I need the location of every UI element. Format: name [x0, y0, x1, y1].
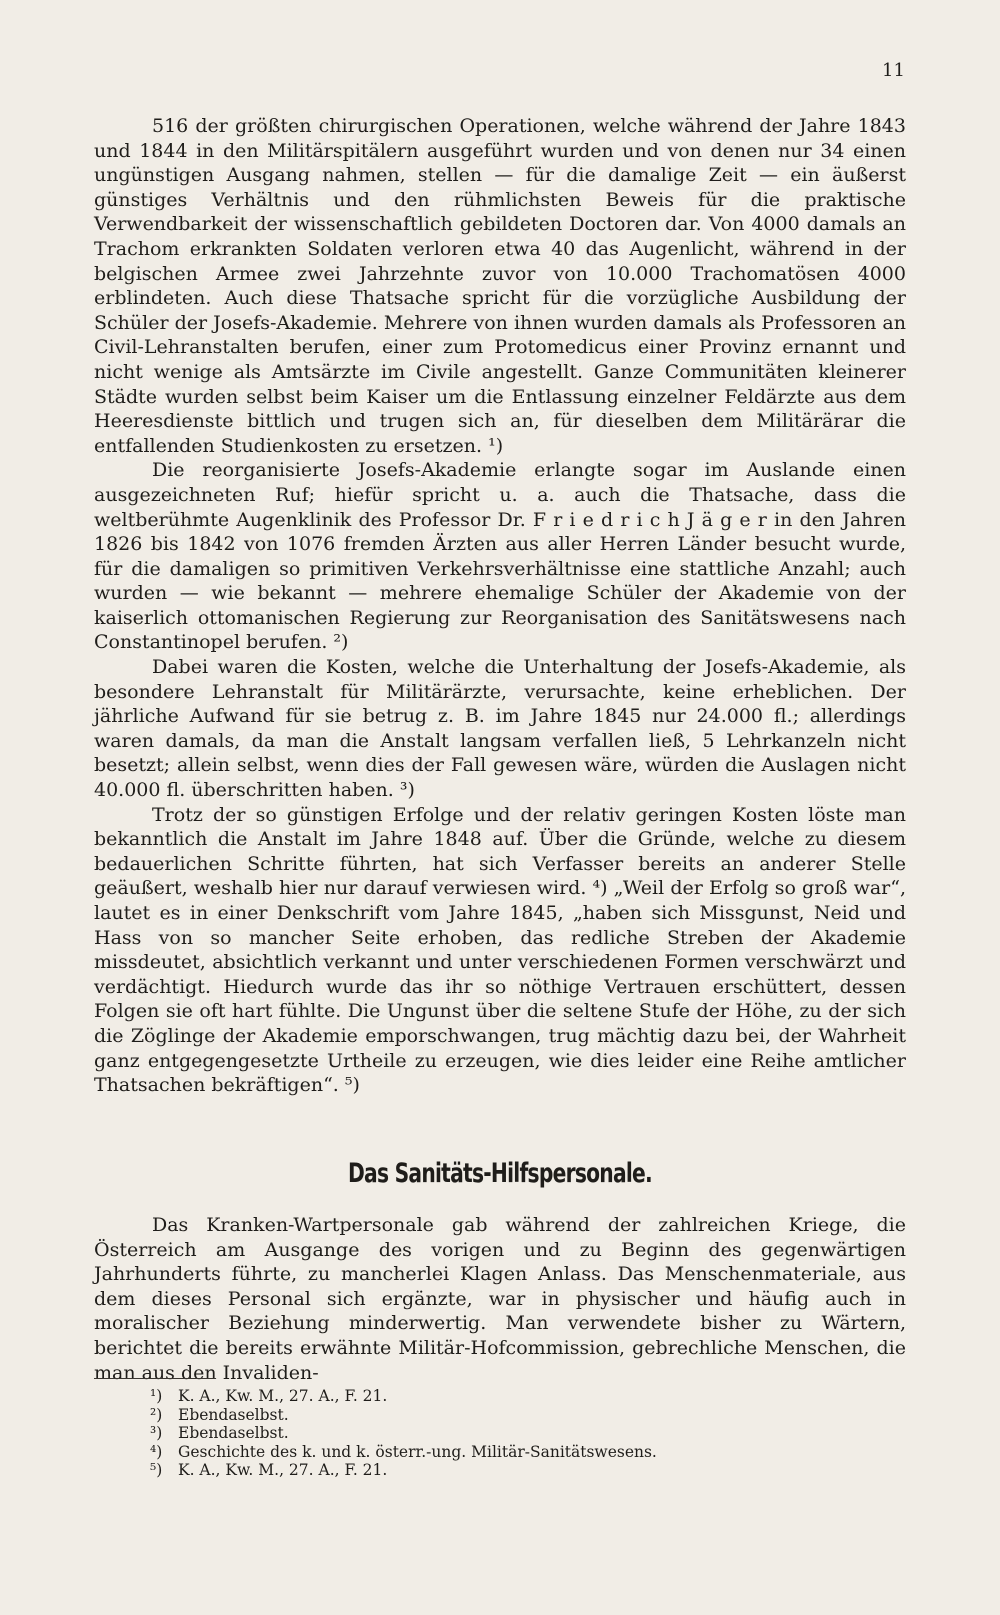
- paragraph-costs: Dabei waren die Kosten, welche die Unterhaltung der Josefs-Akademie, als besondere Lehranstalt für Militärärzte, verursachte, keine erheblichen. Der jährliche Aufwand für sie betrug z. B. im Jahre 1845 nur 24.000 fl.; allerdings waren damals, da man die Anstalt langsam verfallen ließ, 5 Lehrkanzeln nicht besetzt; allein selbst, wenn dies der Fall gewesen wäre, würden die Auslagen nicht 40.000 fl. überschritten haben. ³): [94, 656, 906, 802]
- footnote: [150, 1424, 850, 1443]
- footnote-text: K. A., Kw. M., 27. A., F. 21.: [178, 1461, 388, 1480]
- second-text-section: [94, 1213, 906, 1385]
- footnote-text: Geschichte des k. und k. österr.-ung. Militär-Sanitätswesens.: [178, 1442, 657, 1461]
- footnote-text: Ebendaselbst.: [178, 1424, 289, 1443]
- footnote: [150, 1406, 850, 1425]
- footnote: [150, 1387, 850, 1406]
- page-number: 11: [882, 60, 905, 81]
- footnote-marker: ²): [150, 1405, 163, 1424]
- footnote-marker: ³): [150, 1424, 163, 1443]
- paragraph-reputation: Die reorganisierte Josefs-Akademie erlangte sogar im Auslande einen ausgezeichneten Ruf; hiefür spricht u. a. auch die Thatsache, dass die weltberühmte Augenklinik des Professor Dr. F r i e d r i c h J ä g e r in den Jahren 1826 bis 1842 von 1076 fremden Ärzten aus aller Herren Länder besucht wurde, für die damaligen so primitiven Verkehrsverhältnisse eine stattliche Anzahl; auch wurden — wie bekannt — mehrere ehemalige Schüler der Akademie von der kaiserlich ottomanischen Regierung zur Reorganisation des Sanitätswesens nach Constantinopel berufen. ²): [94, 459, 906, 654]
- footnote-text: K. A., Kw. M., 27. A., F. 21.: [178, 1387, 388, 1405]
- footnotes: [150, 1387, 850, 1480]
- footnote-text: Ebendaselbst.: [178, 1405, 289, 1424]
- footnote-marker: ⁵): [150, 1461, 163, 1480]
- section-heading: Das Sanitäts-Hilfspersonale.: [347, 1158, 652, 1189]
- main-text-section: [94, 114, 906, 1098]
- footnote-divider: [94, 1378, 216, 1379]
- footnote: [150, 1443, 850, 1462]
- paragraph-dissolution: Trotz der so günstigen Erfolge und der relativ geringen Kosten löste man bekanntlich die Anstalt im Jahre 1848 auf. Über die Gründe, welche zu diesem bedauerlichen Schritte führten, hat sich Verfasser bereits an anderer Stelle geäußert, weshalb hier nur darauf verwiesen wird. ⁴) „Weil der Erfolg so groß war“, lautet es in einer Denkschrift vom Jahre 1845, „haben sich Missgunst, Neid und Hass von so mancher Seite erhoben, das redliche Streben der Akademie missdeutet, absichtlich verkannt und unter verschiedenen Formen verschwärzt und verdächtigt. Hiedurch wurde das ihr so nöthige Vertrauen erschüttert, dessen Folgen sie oft hart fühlte. Die Ungunst über die seltene Stufe der Höhe, zu der sich die Zöglinge der Akademie emporschwangen, trug mächtig dazu bei, der Wahrheit ganz entgegengesetzte Urtheile zu erzeugen, wie dies leider eine Reihe amtlicher Thatsachen bekräftigen“. ⁵): [94, 803, 906, 1097]
- footnote-marker: ⁴): [150, 1442, 163, 1461]
- paragraph-wartpersonale: Das Kranken-Wartpersonale gab während der zahlreichen Kriege, die Österreich am Ausgange des vorigen und zu Beginn des gegenwärtigen Jahrhunderts führte, zu mancherlei Klagen Anlass. Das Menschenmateriale, aus dem dieses Personal sich ergänzte, war in physischer und häufig auch in moralischer Beziehung minderwertig. Man verwendete bisher zu Wärtern, berichtet die bereits erwähnte Militär-Hofcommission, gebrechliche Menschen, die man aus den Invaliden-: [94, 1214, 906, 1384]
- footnote: [150, 1461, 850, 1480]
- footnote-marker: ¹): [150, 1387, 163, 1405]
- paragraph-operations: 516 der größten chirurgischen Operationen, welche während der Jahre 1843 und 1844 in den Militärspitälern ausgeführt wurden und von denen nur 34 einen ungünstigen Ausgang nahmen, stellen — für die damalige Zeit — ein äußerst günstiges Verhältnis und den rühmlichsten Beweis für die praktische Verwendbarkeit der wissenschaftlich gebildeten Doctoren dar. Von 4000 damals an Trachom erkrankten Soldaten verloren etwa 40 das Augenlicht, während in der belgischen Armee zwei Jahrzehnte zuvor von 10.000 Trachomatösen 4000 erblindeten. Auch diese Thatsache spricht für die vorzügliche Ausbildung der Schüler der Josefs-Akademie. Mehrere von ihnen wurden damals als Professoren an Civil-Lehranstalten berufen, einer zum Protomedicus einer Provinz ernannt und nicht wenige als Amtsärzte im Civile angestellt. Ganze Communitäten kleinerer Städte wurden selbst beim Kaiser um die Entlassung einzelner Feldärzte aus dem Heeresdienste bittlich und trugen sich an, für dieselben dem Militärärar die entfallenden Studienkosten zu ersetzen. ¹): [94, 115, 906, 457]
